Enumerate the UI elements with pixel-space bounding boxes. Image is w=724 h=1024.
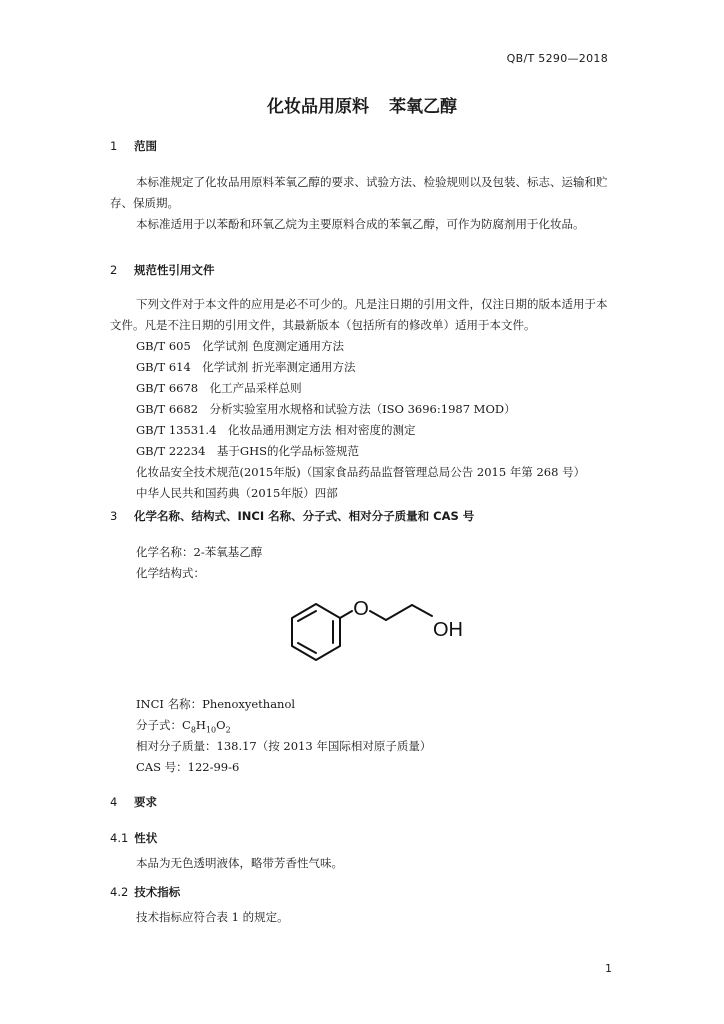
bond-ch2-ch2 [386, 605, 412, 620]
section-title: 性状 [134, 831, 158, 845]
section-2-intro: 下列文件对于本文件的应用是必不可少的。凡是注日期的引用文件，仅注日期的版本适用于本文件。凡是不注日期的引用文件，其最新版本（包括所有的修改单）适用于本文件。 [110, 297, 608, 332]
document-title [0, 92, 724, 117]
section-number: 1 [110, 139, 118, 153]
bond-o-ch2 [370, 611, 386, 620]
inci-name: INCI 名称：Phenoxyethanol [136, 697, 296, 711]
section-number: 2 [110, 263, 118, 277]
page-number: 1 [605, 962, 612, 975]
section-title: 化学名称、结构式、INCI 名称、分子式、相对分子质量和 CAS 号 [134, 509, 475, 523]
title-part1: 化妆品用原料 [267, 97, 369, 117]
section-4-1-text: 本品为无色透明液体，略带芳香性气味。 [136, 856, 343, 870]
formula-h: H [195, 718, 206, 732]
section-1-heading [110, 138, 157, 154]
hydroxyl-label: OH [433, 619, 463, 641]
section-number: 4.2 [110, 885, 129, 899]
section-4-1-heading [110, 830, 157, 846]
formula-o: O [216, 718, 226, 732]
reference-item: 化妆品安全技术规范(2015年版)（国家食品药品监督管理总局公告 2015 年第 268 号） [136, 465, 586, 479]
formula-h-count: 10 [205, 725, 217, 735]
title-part2: 苯氧乙醇 [389, 97, 457, 117]
standard-number: QB/T 5290—2018 [506, 52, 608, 65]
cas-number: CAS 号：122-99-6 [136, 760, 240, 774]
bond-ring-o [340, 611, 352, 618]
reference-item: GB/T 13531.4 化妆品通用测定方法 相对密度的测定 [136, 423, 416, 437]
section-title: 规范性引用文件 [134, 263, 215, 277]
section-number: 4.1 [110, 831, 129, 845]
structural-formula [262, 588, 482, 678]
formula-o-count: 2 [225, 725, 231, 735]
reference-item: GB/T 22234 基于GHS的化学品标签规范 [136, 444, 360, 458]
section-4-2-text: 技术指标应符合表 1 的规定。 [136, 910, 289, 924]
section-1-para-1: 本标准规定了化妆品用原料苯氧乙醇的要求、试验方法、检验规则以及包装、标志、运输和贮存、保质期。 [110, 175, 608, 210]
reference-item: GB/T 614 化学试剂 折光率测定通用方法 [136, 360, 356, 374]
molecular-weight: 相对分子质量：138.17（按 2013 年国际相对原子质量） [136, 739, 432, 753]
reference-item: 中华人民共和国药典（2015年版）四部 [136, 486, 338, 500]
section-title: 要求 [134, 795, 157, 809]
reference-item: GB/T 6682 分析实验室用水规格和试验方法（ISO 3696:1987 MOD） [136, 402, 516, 416]
oxygen-label: O [353, 598, 369, 620]
section-4-2-heading [110, 884, 180, 900]
bond-ch2-oh [412, 605, 432, 616]
chemical-name: 化学名称：2-苯氧基乙醇 [136, 545, 263, 559]
section-3-heading [110, 508, 474, 524]
section-title: 技术指标 [134, 885, 181, 899]
section-4-heading [110, 794, 157, 810]
formula-label: 分子式： [136, 718, 182, 732]
formula-c-count: 8 [190, 725, 196, 735]
section-number: 3 [110, 509, 118, 523]
structure-label: 化学结构式： [136, 566, 205, 580]
formula-c: C [182, 718, 191, 732]
section-1-para-2: 本标准适用于以苯酚和环氧乙烷为主要原料合成的苯氧乙醇，可作为防腐剂用于化妆品。 [136, 217, 585, 231]
reference-item: GB/T 6678 化工产品采样总则 [136, 381, 302, 395]
reference-item: GB/T 605 化学试剂 色度测定通用方法 [136, 339, 344, 353]
section-number: 4 [110, 795, 118, 809]
section-title: 范围 [134, 139, 157, 153]
reference-list [136, 336, 585, 504]
section-2-heading [110, 262, 215, 278]
